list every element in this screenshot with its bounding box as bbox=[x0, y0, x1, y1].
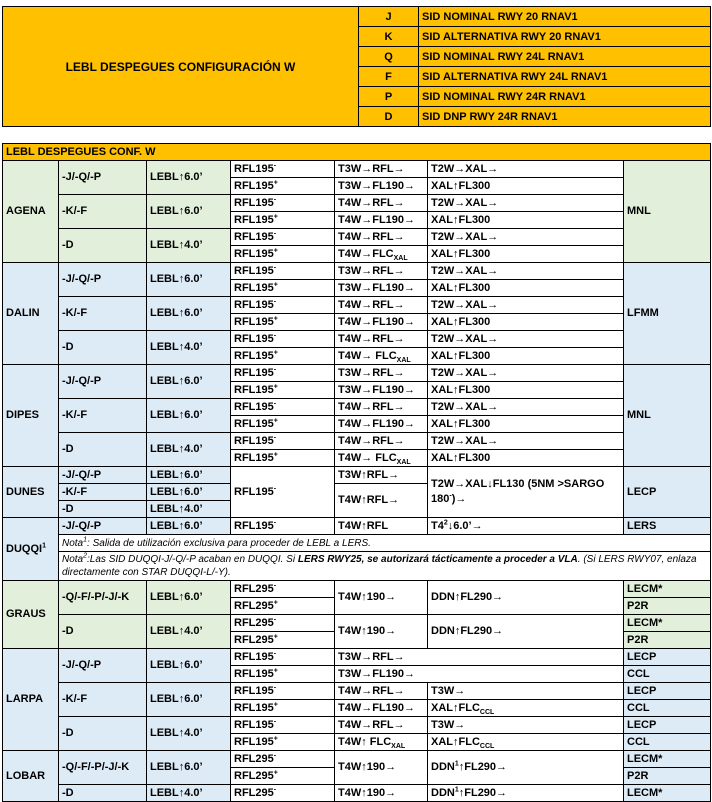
lebl-altitude: LEBL↑6.0’ bbox=[147, 683, 231, 717]
transition-cell: T4W↑RFL bbox=[335, 518, 428, 535]
transition-cell: T4W→RFL→ bbox=[335, 683, 428, 700]
rfl-cell: RFL195- bbox=[231, 717, 335, 734]
transition-cell: T3W→RFL→ bbox=[335, 649, 624, 666]
lebl-altitude: LEBL↑6.0’ bbox=[147, 467, 231, 484]
transition-cell: T3W→RFL→ bbox=[335, 263, 428, 280]
rfl-cell: RFL195- bbox=[231, 518, 335, 535]
rfl-cell: RFL195+ bbox=[231, 734, 335, 751]
lebl-altitude: LEBL↑6.0’ bbox=[147, 399, 231, 433]
waypoint-dalin: DALIN bbox=[3, 263, 59, 365]
transition-cell: T4W→RFL→ bbox=[335, 331, 428, 348]
config-desc: SID NOMINAL RWY 20 RNAV1 bbox=[419, 7, 711, 27]
rfl-cell: RFL295+ bbox=[231, 768, 335, 785]
dest-cell: P2R bbox=[624, 768, 711, 785]
sid-group: -K/-F bbox=[59, 399, 147, 433]
route-cell: XAL↑FL300 bbox=[428, 382, 624, 399]
dest-cell: LECP bbox=[624, 649, 711, 666]
rfl-cell: RFL295- bbox=[231, 785, 335, 802]
route-cell: T2W→XAL→ bbox=[428, 229, 624, 246]
transition-cell: T4W→RFL→ bbox=[335, 717, 428, 734]
dest-cell: P2R bbox=[624, 598, 711, 615]
dest-cell: P2R bbox=[624, 632, 711, 649]
transition-cell: T4W→FL190→ bbox=[335, 314, 428, 331]
lebl-altitude: LEBL↑6.0’ bbox=[147, 484, 231, 501]
route-cell: XAL↑FL300 bbox=[428, 348, 624, 365]
route-cell: T3W→ bbox=[428, 683, 624, 700]
lebl-altitude: LEBL↑6.0’ bbox=[147, 297, 231, 331]
route-cell: T2W→XAL→ bbox=[428, 331, 624, 348]
waypoint-duqqi: DUQQI$^1$ bbox=[3, 518, 59, 581]
sid-group: -D bbox=[59, 785, 147, 802]
rfl-cell: RFL195- bbox=[231, 331, 335, 348]
transition-cell: T3W→RFL→ bbox=[335, 365, 428, 382]
lebl-altitude: LEBL↑6.0’ bbox=[147, 195, 231, 229]
sid-group: -K/-F bbox=[59, 484, 147, 501]
dest-cell: LECM* bbox=[624, 615, 711, 632]
rfl-cell: RFL195+ bbox=[231, 314, 335, 331]
lebl-altitude: LEBL↑4.0’ bbox=[147, 615, 231, 649]
transition-cell: T4W↑190→ bbox=[335, 615, 428, 649]
dest-cell: CCL bbox=[624, 700, 711, 717]
route-cell: T2W→XAL→ bbox=[428, 161, 624, 178]
transition-cell: T4W→RFL→ bbox=[335, 399, 428, 416]
route-cell: XAL↑FL300 bbox=[428, 212, 624, 229]
dest-cell: LECM* bbox=[624, 581, 711, 598]
sid-group: -J/-Q/-P bbox=[59, 649, 147, 683]
config-code: J bbox=[359, 7, 419, 27]
waypoint-lobar: LOBAR bbox=[3, 751, 59, 802]
transition-cell: T4W→FL190→ bbox=[335, 416, 428, 433]
transition-cell: T4W→RFL→ bbox=[335, 195, 428, 212]
waypoint-dunes: DUNES bbox=[3, 467, 59, 518]
config-desc: SID ALTERNATIVA RWY 24L RNAV1 bbox=[419, 67, 711, 87]
route-cell: T2W→XAL→ bbox=[428, 263, 624, 280]
note-2: Nota$^2$:Las SID DUQQI-J/-Q/-P acaban en DUQQI. Si LERS RWY25, se autorizará tácticamente a proceder a VLA. (Si LERS RWY07, enlaza directamente con STAR DUQQI-L/-Y). bbox=[59, 552, 711, 581]
lebl-altitude: LEBL↑6.0’ bbox=[147, 581, 231, 615]
rfl-cell: RFL195+ bbox=[231, 416, 335, 433]
route-cell: XAL↑FL300 bbox=[428, 280, 624, 297]
rfl-cell: RFL195- bbox=[231, 649, 335, 666]
transition-cell: T4W↑190→ bbox=[335, 785, 428, 802]
config-code: D bbox=[359, 107, 419, 127]
route-cell: T2W→XAL→ bbox=[428, 365, 624, 382]
rfl-cell: RFL195- bbox=[231, 161, 335, 178]
rfl-cell: RFL195- bbox=[231, 683, 335, 700]
waypoint-larpa: LARPA bbox=[3, 649, 59, 751]
lebl-altitude: LEBL↑6.0’ bbox=[147, 518, 231, 535]
waypoint-agena: AGENA bbox=[3, 161, 59, 263]
route-cell: $DDN^1↑FL290\to$ bbox=[428, 751, 624, 785]
lebl-altitude: LEBL↑4.0’ bbox=[147, 785, 231, 802]
transition-cell: $T4W\to FLC_{XAL}$ bbox=[335, 450, 428, 467]
sid-group: -J/-Q/-P bbox=[59, 467, 147, 484]
transition-cell: $T4W\to FLC_{XAL}$ bbox=[335, 348, 428, 365]
dest-cell: LECM* bbox=[624, 751, 711, 768]
sid-group: -K/-F bbox=[59, 195, 147, 229]
lebl-altitude: LEBL↑4.0’ bbox=[147, 717, 231, 751]
transition-cell: T3W→FL190→ bbox=[335, 178, 428, 195]
config-desc: SID NOMINAL RWY 24L RNAV1 bbox=[419, 47, 711, 67]
config-table bbox=[2, 6, 711, 127]
transition-cell: T3W→RFL→ bbox=[335, 161, 428, 178]
route-cell: DDN↑FL290→ bbox=[428, 615, 624, 649]
route-cell: T3W→ bbox=[428, 717, 624, 734]
route-cell: $XAL↑FLC_{CCL}$ bbox=[428, 700, 624, 717]
route-cell: T2W→XAL→ bbox=[428, 433, 624, 450]
transition-cell: T4W↑190→ bbox=[335, 751, 428, 785]
route-cell: XAL↑FL300 bbox=[428, 416, 624, 433]
transition-cell: T4W→RFL→ bbox=[335, 297, 428, 314]
dest-cell: MNL bbox=[624, 161, 711, 263]
config-code: K bbox=[359, 27, 419, 47]
dest-cell: LECP bbox=[624, 717, 711, 734]
sid-group: -K/-F bbox=[59, 683, 147, 717]
rfl-cell: RFL295- bbox=[231, 615, 335, 632]
route-cell: XAL↑FL300 bbox=[428, 314, 624, 331]
route-cell: T2W→XAL↓FL130 (5NM >SARGO 180-)→ bbox=[428, 467, 624, 518]
config-code: F bbox=[359, 67, 419, 87]
dest-cell: LECP bbox=[624, 683, 711, 700]
lebl-altitude: LEBL↑6.0’ bbox=[147, 649, 231, 683]
dest-cell: LERS bbox=[624, 518, 711, 535]
transition-cell: T4W↑190→ bbox=[335, 581, 428, 615]
sid-group: -D bbox=[59, 717, 147, 751]
note-1: Nota$^1$: Salida de utilización exclusiva para proceder de LEBL a LERS. bbox=[59, 535, 711, 552]
dest-cell: LFMM bbox=[624, 263, 711, 365]
sid-group: -Q/-F/-P/-J/-K bbox=[59, 751, 147, 785]
route-cell: $XAL↑FLC_{CCL}$ bbox=[428, 734, 624, 751]
route-cell: DDN↑FL290→ bbox=[428, 581, 624, 615]
transition-cell: T4W→FL190→ bbox=[335, 212, 428, 229]
route-cell: XAL↑FL300 bbox=[428, 450, 624, 467]
config-desc: SID DNP RWY 24R RNAV1 bbox=[419, 107, 711, 127]
dest-cell: CCL bbox=[624, 734, 711, 751]
sid-group: -J/-Q/-P bbox=[59, 263, 147, 297]
route-cell: T2W→XAL→ bbox=[428, 399, 624, 416]
lebl-altitude: LEBL↑6.0’ bbox=[147, 365, 231, 399]
transition-cell: T4W→RFL→ bbox=[335, 433, 428, 450]
dest-cell: LECP bbox=[624, 467, 711, 518]
sid-group: -J/-Q/-P bbox=[59, 161, 147, 195]
rfl-cell: RFL195+ bbox=[231, 212, 335, 229]
rfl-cell: RFL195+ bbox=[231, 450, 335, 467]
sid-group: -Q/-F/-P/-J/-K bbox=[59, 581, 147, 615]
rfl-cell: RFL195- bbox=[231, 297, 335, 314]
rfl-cell: RFL195- bbox=[231, 195, 335, 212]
transition-cell: $T4W\to FLC_{XAL}$ bbox=[335, 246, 428, 263]
transition-cell: T3W→FL190→ bbox=[335, 382, 428, 399]
rfl-cell: RFL195+ bbox=[231, 280, 335, 297]
sid-group: -D bbox=[59, 501, 147, 518]
transition-cell: T3W→FL190→ bbox=[335, 666, 624, 683]
rfl-cell: RFL295+ bbox=[231, 632, 335, 649]
rfl-cell: RFL195- bbox=[231, 229, 335, 246]
config-code: Q bbox=[359, 47, 419, 67]
dest-cell: LECM* bbox=[624, 785, 711, 802]
rfl-cell: RFL195- bbox=[231, 365, 335, 382]
rfl-cell: RFL195- bbox=[231, 433, 335, 450]
sid-group: -J/-Q/-P bbox=[59, 365, 147, 399]
sid-group: -D bbox=[59, 615, 147, 649]
sid-group: -D bbox=[59, 433, 147, 467]
config-desc: SID ALTERNATIVA RWY 20 RNAV1 bbox=[419, 27, 711, 47]
lebl-altitude: LEBL↑4.0’ bbox=[147, 501, 231, 518]
route-cell: $T4^2↓6.0’\to$ bbox=[428, 518, 624, 535]
rfl-cell: RFL195- bbox=[231, 467, 335, 518]
transition-cell: T4W↑ $FLC_{XAL}$ bbox=[335, 734, 428, 751]
config-desc: SID NOMINAL RWY 24R RNAV1 bbox=[419, 87, 711, 107]
lebl-altitude: LEBL↑6.0’ bbox=[147, 751, 231, 785]
dest-cell: MNL bbox=[624, 365, 711, 467]
transition-cell: T3W→FL190→ bbox=[335, 280, 428, 297]
route-cell: T2W→XAL→ bbox=[428, 297, 624, 314]
rfl-cell: RFL295+ bbox=[231, 598, 335, 615]
config-code: P bbox=[359, 87, 419, 107]
rfl-cell: RFL195+ bbox=[231, 666, 335, 683]
transition-cell: T4W↑RFL→ bbox=[335, 484, 428, 518]
route-cell: $DDN^1↑FL290\to$ bbox=[428, 785, 624, 802]
waypoint-dipes: DIPES bbox=[3, 365, 59, 467]
rfl-cell: RFL195- bbox=[231, 399, 335, 416]
sid-group: -J/-Q/-P bbox=[59, 518, 147, 535]
rfl-cell: RFL195+ bbox=[231, 246, 335, 263]
waypoint-graus: GRAUS bbox=[3, 581, 59, 649]
route-cell: XAL↑FL300 bbox=[428, 246, 624, 263]
config-title: LEBL DESPEGUES CONFIGURACIÓN W bbox=[3, 7, 359, 127]
departures-table bbox=[2, 143, 711, 802]
lebl-altitude: LEBL↑6.0’ bbox=[147, 263, 231, 297]
transition-cell: T3W↑RFL→ bbox=[335, 467, 428, 484]
table-title: LEBL DESPEGUES CONF. W bbox=[3, 144, 711, 161]
rfl-cell: RFL195- bbox=[231, 263, 335, 280]
sid-group: -D bbox=[59, 331, 147, 365]
rfl-cell: RFL195+ bbox=[231, 700, 335, 717]
lebl-altitude: LEBL↑4.0’ bbox=[147, 229, 231, 263]
dest-cell: CCL bbox=[624, 666, 711, 683]
route-cell: T2W→XAL→ bbox=[428, 195, 624, 212]
rfl-cell: RFL295- bbox=[231, 751, 335, 768]
sid-group: -K/-F bbox=[59, 297, 147, 331]
rfl-cell: RFL195+ bbox=[231, 348, 335, 365]
rfl-cell: RFL295- bbox=[231, 581, 335, 598]
sid-group: -D bbox=[59, 229, 147, 263]
route-cell: XAL↑FL300 bbox=[428, 178, 624, 195]
lebl-altitude: LEBL↑4.0’ bbox=[147, 331, 231, 365]
transition-cell: T4W→FL190→ bbox=[335, 700, 428, 717]
transition-cell: T4W→RFL→ bbox=[335, 229, 428, 246]
lebl-altitude: LEBL↑6.0’ bbox=[147, 161, 231, 195]
rfl-cell: RFL195+ bbox=[231, 382, 335, 399]
lebl-altitude: LEBL↑4.0’ bbox=[147, 433, 231, 467]
rfl-cell: RFL195+ bbox=[231, 178, 335, 195]
